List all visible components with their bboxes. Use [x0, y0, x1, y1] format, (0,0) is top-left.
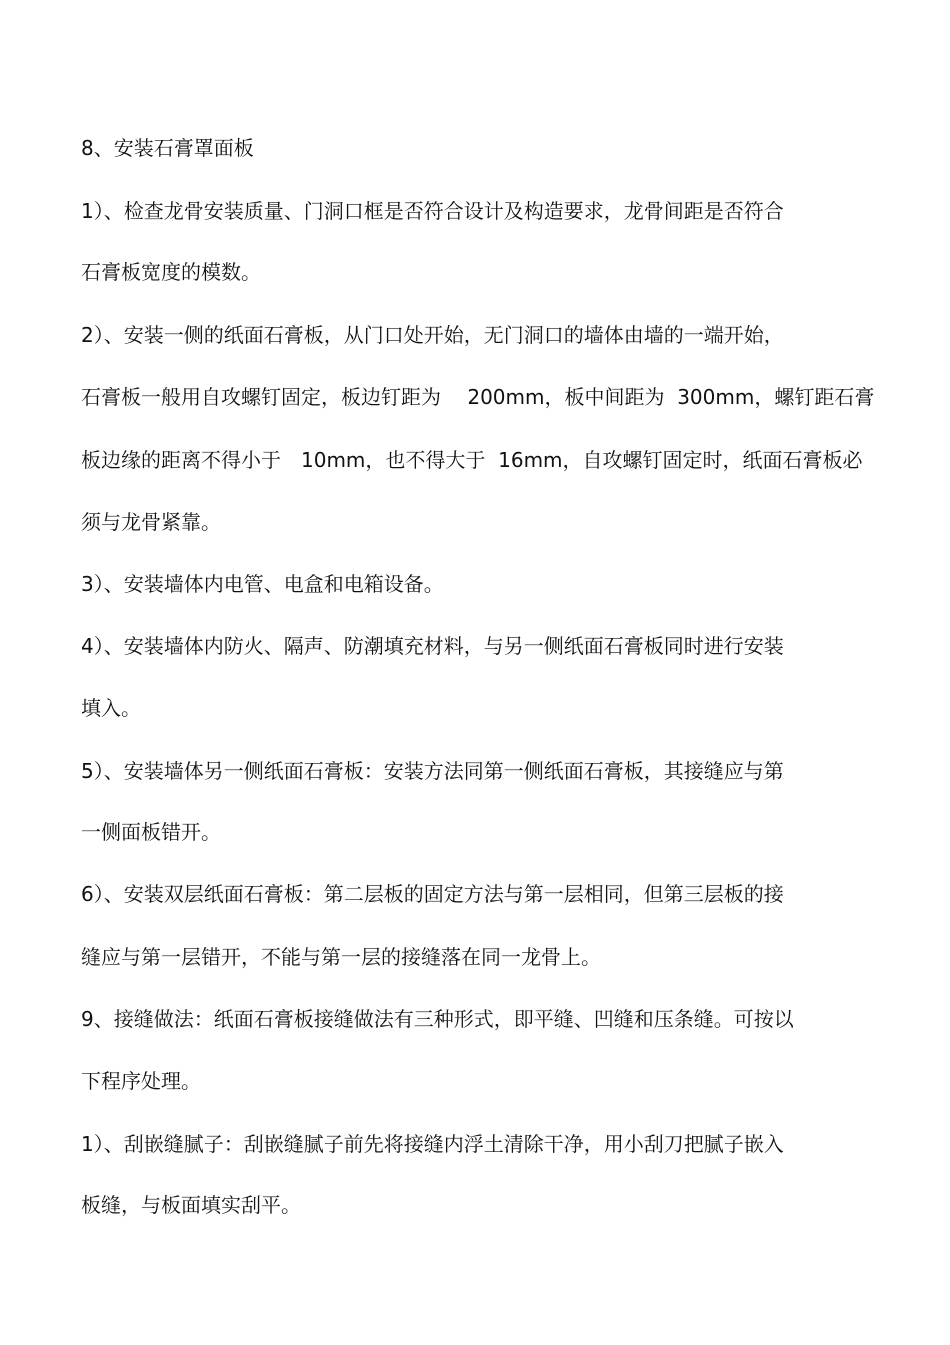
text-line: 缝应与第一层错开，不能与第一层的接缝落在同一龙骨上。 [81, 945, 601, 969]
text-line: 2）、安装一侧的纸面石膏板，从门口处开始，无门洞口的墙体由墙的一端开始， [81, 323, 784, 347]
text-line: 3）、安装墙体内电管、电盒和电箱设备。 [81, 572, 444, 596]
text-line: 5）、安装墙体另一侧纸面石膏板：安装方法同第一侧纸面石膏板，其接缝应与第 [81, 759, 784, 783]
section-heading-8: 8、安装石膏罩面板 [81, 136, 254, 160]
text-line: 1）、刮嵌缝腻子：刮嵌缝腻子前先将接缝内浮土清除干净，用小刮刀把腻子嵌入 [81, 1132, 784, 1156]
text-line: 一侧面板错开。 [81, 820, 221, 844]
text-line: 板缝，与板面填实刮平。 [81, 1193, 301, 1217]
text-line: 板边缘的距离不得小于 10mm，也不得大于 16mm，自攻螺钉固定时，纸面石膏板必 [81, 448, 863, 472]
text-line: 须与龙骨紧靠。 [81, 510, 221, 534]
text-line: 6）、安装双层纸面石膏板：第二层板的固定方法与第一层相同，但第三层板的接 [81, 882, 784, 906]
text-line: 4）、安装墙体内防火、隔声、防潮填充材料，与另一侧纸面石膏板同时进行安装 [81, 634, 784, 658]
text-line: 填入。 [81, 696, 141, 720]
section-heading-9: 9、接缝做法：纸面石膏板接缝做法有三种形式，即平缝、凹缝和压条缝。可按以 [81, 1007, 794, 1031]
text-line: 石膏板一般用自攻螺钉固定，板边钉距为 200mm，板中间距为 300mm，螺钉距石膏 [81, 385, 875, 409]
text-line: 1）、检查龙骨安装质量、门洞口框是否符合设计及构造要求，龙骨间距是否符合 [81, 199, 784, 223]
text-line: 下程序处理。 [81, 1069, 201, 1093]
text-line: 石膏板宽度的模数。 [81, 260, 261, 284]
